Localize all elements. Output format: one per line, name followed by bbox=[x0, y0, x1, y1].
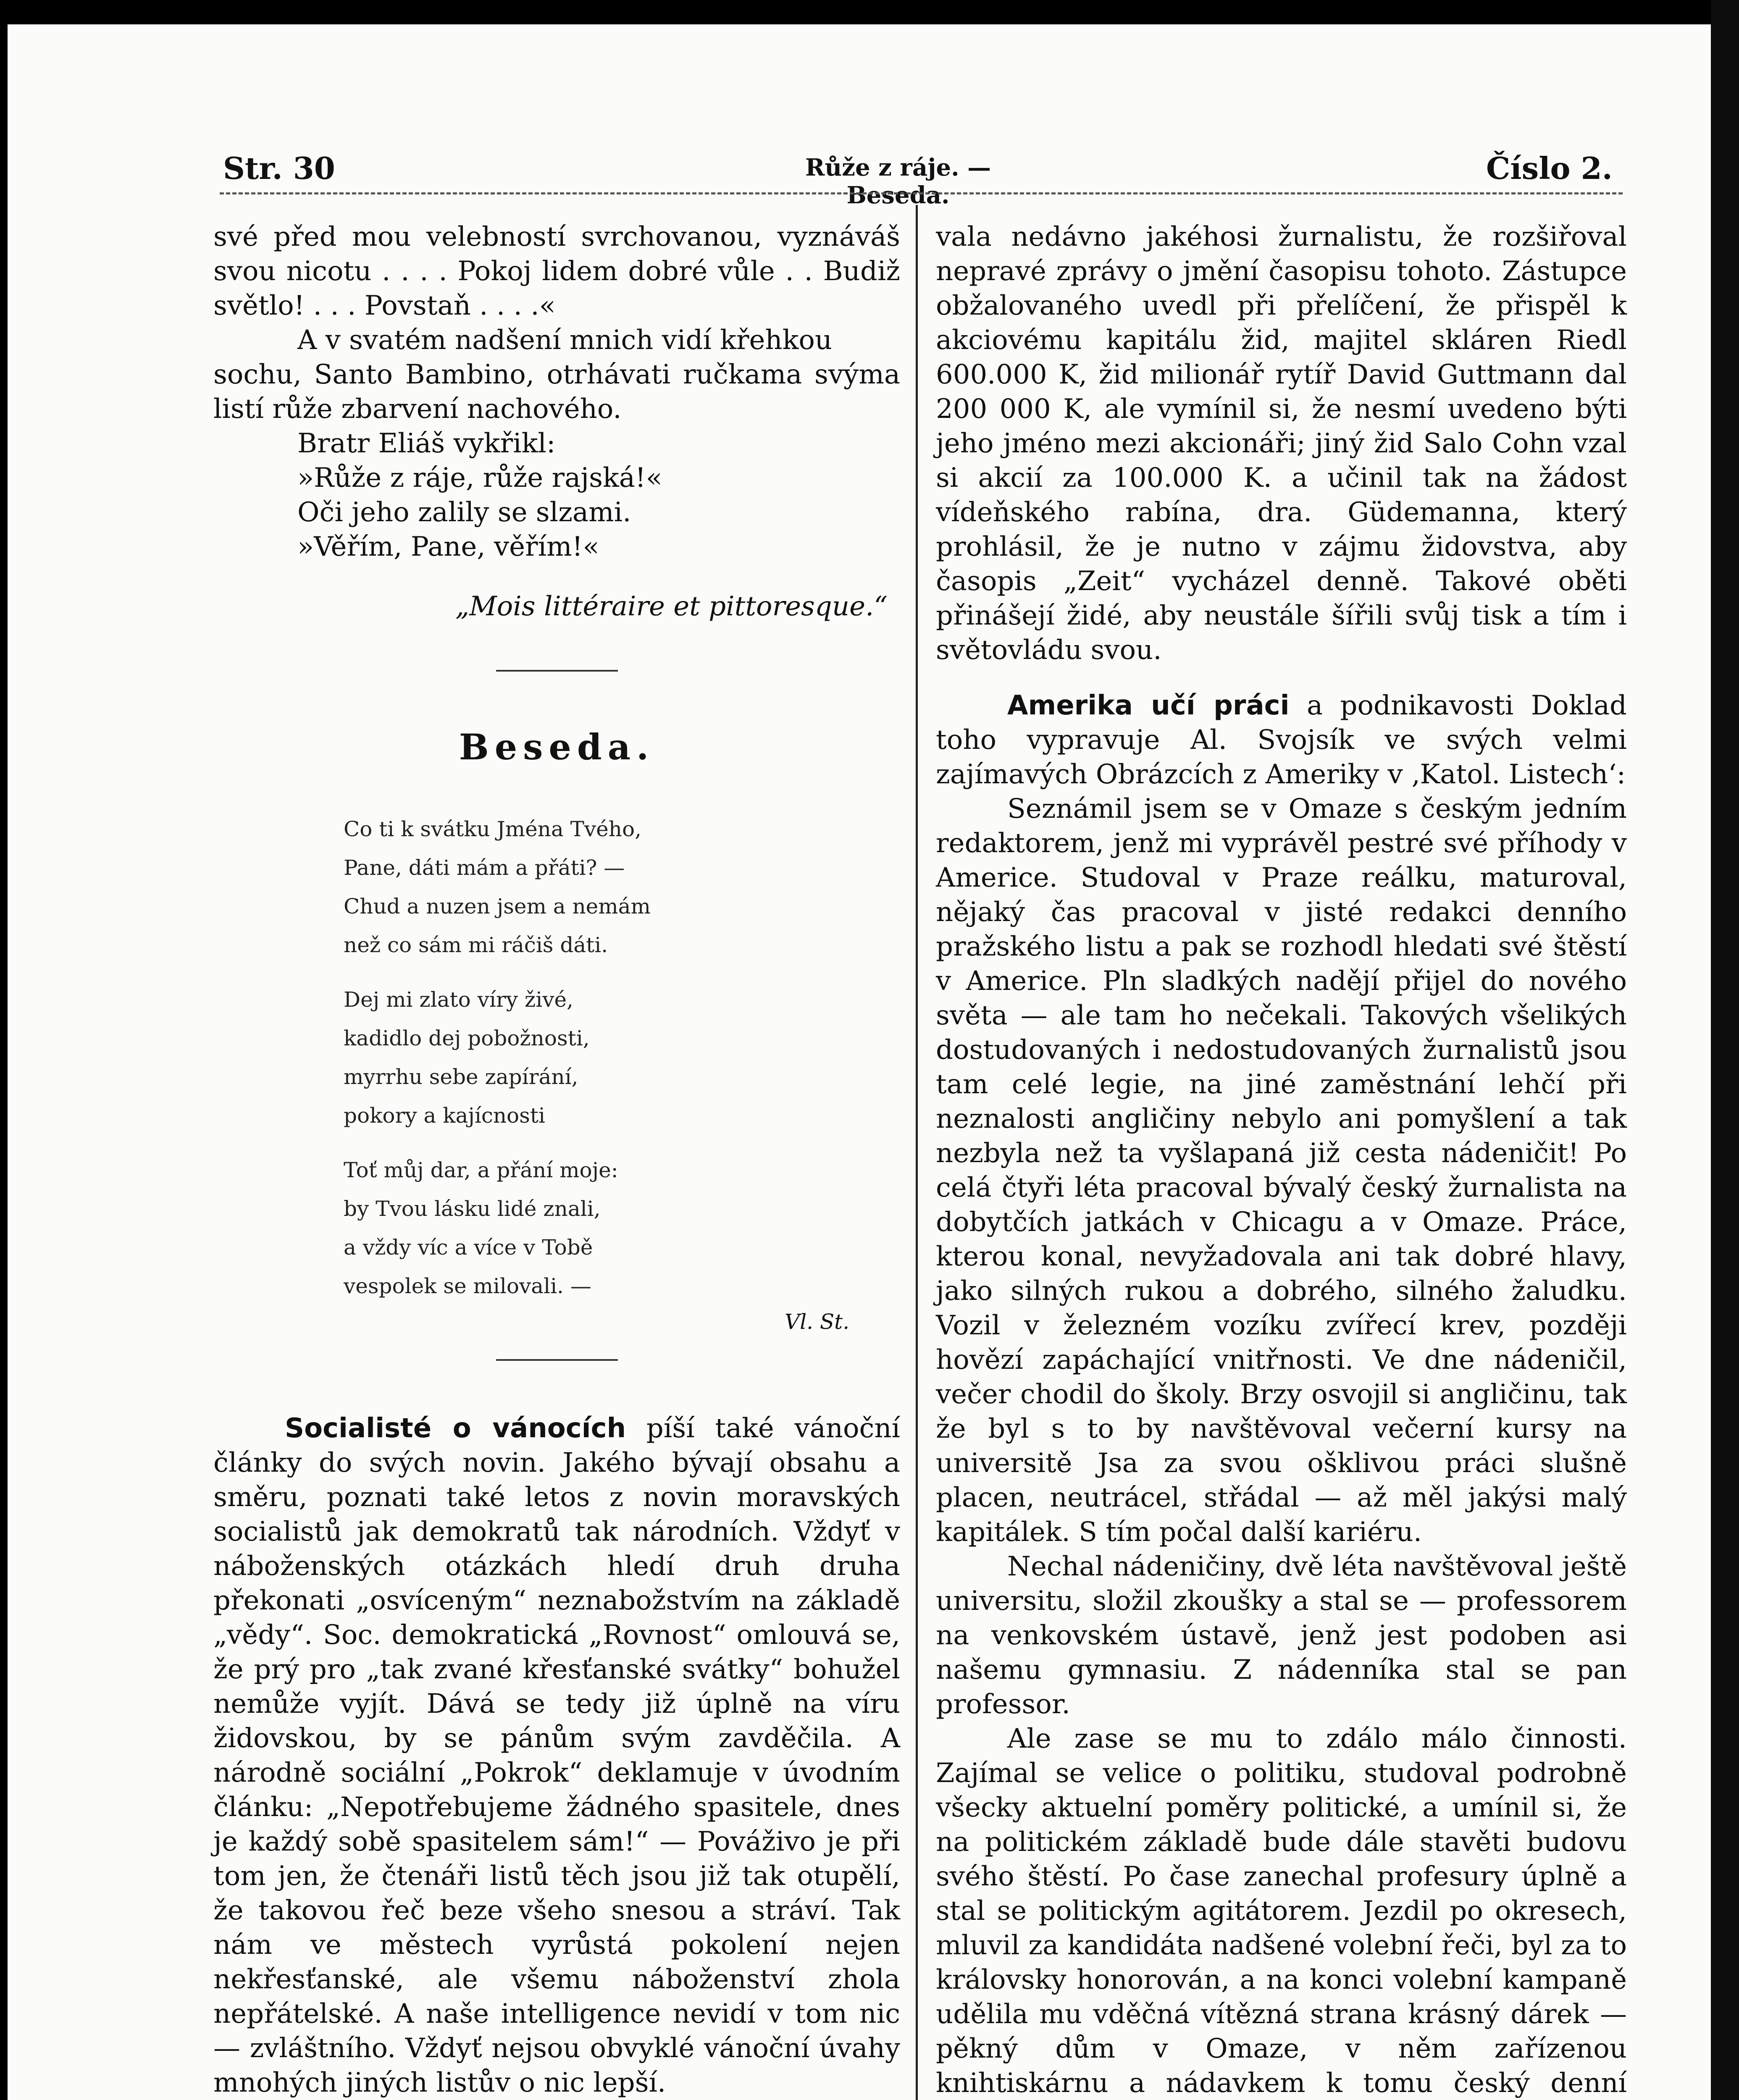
poem-line: než co sám mi ráčiš dáti. bbox=[344, 933, 608, 957]
intro-line-wrap bbox=[213, 357, 900, 426]
amerika-heading: Amerika učí práci bbox=[1007, 690, 1290, 721]
intro-line: »Růže z ráje, růže rajská!« bbox=[297, 462, 662, 494]
intro-line: »Věřím, Pane, věřím!« bbox=[297, 531, 599, 562]
continuation-paragraph: vala nedávno jakéhosi žurnalistu, že rozšiřoval nepravé zprávy o jmění časopisu tohoto. Zástupce obžalovaného uvedl při přelíčení, že přispěl k akciovému kapitálu žid, majitel skláren Riedl 600.000 K, žid milionář rytíř David Guttmann dal 200 000 K, ale vymínil si, že nesmí uvedeno býti jeho jméno mezi akcionáři; jiný žid Salo Cohn vzal si akcií za 100.000 K. a učinil tak na žádost vídeňského rabína, dra. Güdemanna, který prohlásil, že je nutno v zájmu židovstva, aby časopis „Zeit“ vycházel denně. Takové oběti přinášejí židé, aby neustále šířili svůj tisk a tím i světovládu svou. bbox=[936, 221, 1627, 666]
poem-line: Dej mi zlato víry živé, bbox=[344, 987, 573, 1012]
poem-line: Chud a nuzen jsem a nemám bbox=[344, 894, 651, 919]
poem-line: Toť můj dar, a přání moje: bbox=[344, 1158, 618, 1182]
poem-stanza bbox=[344, 980, 900, 1135]
poem-stanza bbox=[344, 810, 900, 964]
amerika-intro: a podnikavosti Doklad toho vypravuje Al. Svojsík ve svých velmi zajímavých Obrázcích z Ameriky v ‚Katol. Listech‘: bbox=[936, 690, 1627, 790]
socialiste-article bbox=[213, 1411, 900, 2100]
page-header bbox=[8, 24, 1711, 209]
column-divider bbox=[916, 205, 918, 2100]
intro-line: svýma listí růže zbarvení nachového. bbox=[213, 359, 900, 425]
amerika-paragraph: Nechal nádeničiny, dvě léta navštěvoval ještě universitu, složil zkoušky a stal se — professorem na venkovském ústavě, jenž jest podoben asi našemu gymnasiu. Z nádenníka stal se pan professor. bbox=[936, 1551, 1627, 1720]
socialiste-text: píší také vánoční články do svých novin. Jakého bývají obsahu a směru, poznati také letos z novin moravských socialistů jak demokratů tak národních. Vždyť v náboženských otázkách hledí druh druha překonati „osvíceným“ neznabožstvím na základě „vědy“. Soc. demokratická „Rovnost“ omlouvá se, že prý pro „tak zvané křesťanské svátky“ bohužel nemůže vyjít. Dává se tedy již úplně na víru židovskou, by se pánům svým zavděčila. A národně sociální „Pokrok“ deklamuje v úvodním článku: „Nepotřebujeme žádného spasitele, dnes je každý sobě spasitelem sám!“ — Pováživo je při tom jen, že čtenáři listů těch jsou již tak otupělí, že takovou řeč beze všeho snesou a stráví. Tak nám ve městech vyrůstá pokolení nejen nekřesťanské, ale všemu náboženství zhola nepřátelské. A naše intelligence nevidí v tom nic — zvláštního. Vždyť nejsou obvyklé vánoční úvahy mnohých jiných listův o nic lepší. bbox=[213, 1413, 901, 2098]
intro-line: sochu, Santo Bambino, otrhávati ručkama bbox=[213, 359, 802, 390]
poem-line: pokory a kajícnosti bbox=[344, 1103, 545, 1128]
amerika-paragraph: Ale zase se mu to zdálo málo činnosti. Zajímal se velice o politiku, studoval podrobně všecky aktuelní poměry politické, a umínil si, že na politickém základě bude dále stavěti budovu svého štěstí. Po čase zanechal profesury úplně a stal se politickým agitátorem. Jezdil po okresech, mluvil za kandidáta nadšené volební řeči, byl za to královsky honorován, a na konci volební kampaně udělila mu vděčná vítězná strana krásný dárek — pěkný dům v Omaze, v něm zařízenou knihtiskárnu a nádavkem k tomu český denní bbox=[936, 1723, 1627, 2099]
poem-line: kadidlo dej pobožnosti, bbox=[344, 1026, 590, 1050]
section-divider bbox=[496, 670, 618, 672]
left-column bbox=[213, 220, 900, 2100]
intro-line: Oči jeho zalily se slzami. bbox=[297, 497, 631, 528]
beseda-heading: Beseda. bbox=[459, 726, 655, 768]
poem-line: myrrhu sebe zapírání, bbox=[344, 1065, 578, 1089]
amerika-paragraph: Seznámil jsem se v Omaze s českým jedním redaktorem, jenž mi vyprávěl pestré své příhody v Americe. Studoval v Praze reálku, maturoval, nějaký čas pracoval v jisté redakci denního pražského listu a pak se rozhodl hledati své štěstí v Americe. Pln sladkých nadějí přijel do nového světa — ale tam ho nečekali. Takových všelikých dostudovaných i nedostudovaných žurnalistů jsou tam celé legie, na jiné zaměstnání lehčí při neznalosti angličiny nebylo ani pomyšlení a tak nezbyla než ta vyšlapaná již cesta nádeničit! Po celá čtyři léta pracoval bývalý český žurnalista na dobytčích jatkách v Chicagu a v Omaze. Práce, kterou konal, nevyžadovala ani tak dobré hlavy, jako silných rukou a dobrého, silného žaludku. Vozil v železném vozíku zvířecí krev, později hovězí zapáchající vnitřnosti. Ve dne nádeničil, večer chodil do školy. Brzy osvojil si angličinu, tak že byl s to by navštěvoval večerní kursy na universitě Jsa za svou ošklivou práci slušně placen, neutrácel, střádal — až měl jakýsi malý kapitálek. S tím počal další kariéru. bbox=[936, 793, 1627, 1548]
poem-line: Co ti k svátku Jména Tvého, bbox=[344, 817, 641, 841]
socialiste-heading: Socialisté o vánocích bbox=[285, 1413, 626, 1444]
intro-paragraph: své před mou velebností svrchovanou, vyznáváš svou nicotu . . . . Pokoj lidem dobré vůle . . Budiž světlo! . . . Povstaň . . . .« bbox=[213, 221, 900, 321]
right-column bbox=[936, 220, 1627, 2100]
amerika-article bbox=[936, 688, 1627, 792]
poem-line: vespolek se milovali. — bbox=[344, 1274, 591, 1298]
intro-lines bbox=[213, 323, 900, 564]
running-title: Růže z ráje. — Beseda. bbox=[805, 154, 991, 209]
intro-line: A v svatém nadšení mnich vidí křehkou bbox=[297, 325, 833, 356]
poem-line: Pane, dáti mám a přáti? — bbox=[344, 856, 625, 880]
header-rule bbox=[220, 192, 1623, 194]
scan-edge bbox=[1711, 0, 1739, 2100]
page-number: Str. 30 bbox=[223, 150, 335, 186]
intro-line: Bratr Eliáš vykřikl: bbox=[297, 428, 556, 459]
poem bbox=[344, 810, 900, 1305]
newspaper-page bbox=[8, 24, 1711, 2100]
poem-line: a vždy víc a více v Tobě bbox=[344, 1235, 593, 1260]
poem-signature: Vl. St. bbox=[785, 1310, 850, 1334]
section-divider bbox=[496, 1359, 618, 1361]
poem-stanza bbox=[344, 1151, 900, 1305]
source-signature: „Mois littéraire et pittoresque.“ bbox=[455, 591, 888, 622]
issue-number: Číslo 2. bbox=[1486, 150, 1613, 186]
poem-line: by Tvou lásku lidé znali, bbox=[344, 1197, 601, 1221]
